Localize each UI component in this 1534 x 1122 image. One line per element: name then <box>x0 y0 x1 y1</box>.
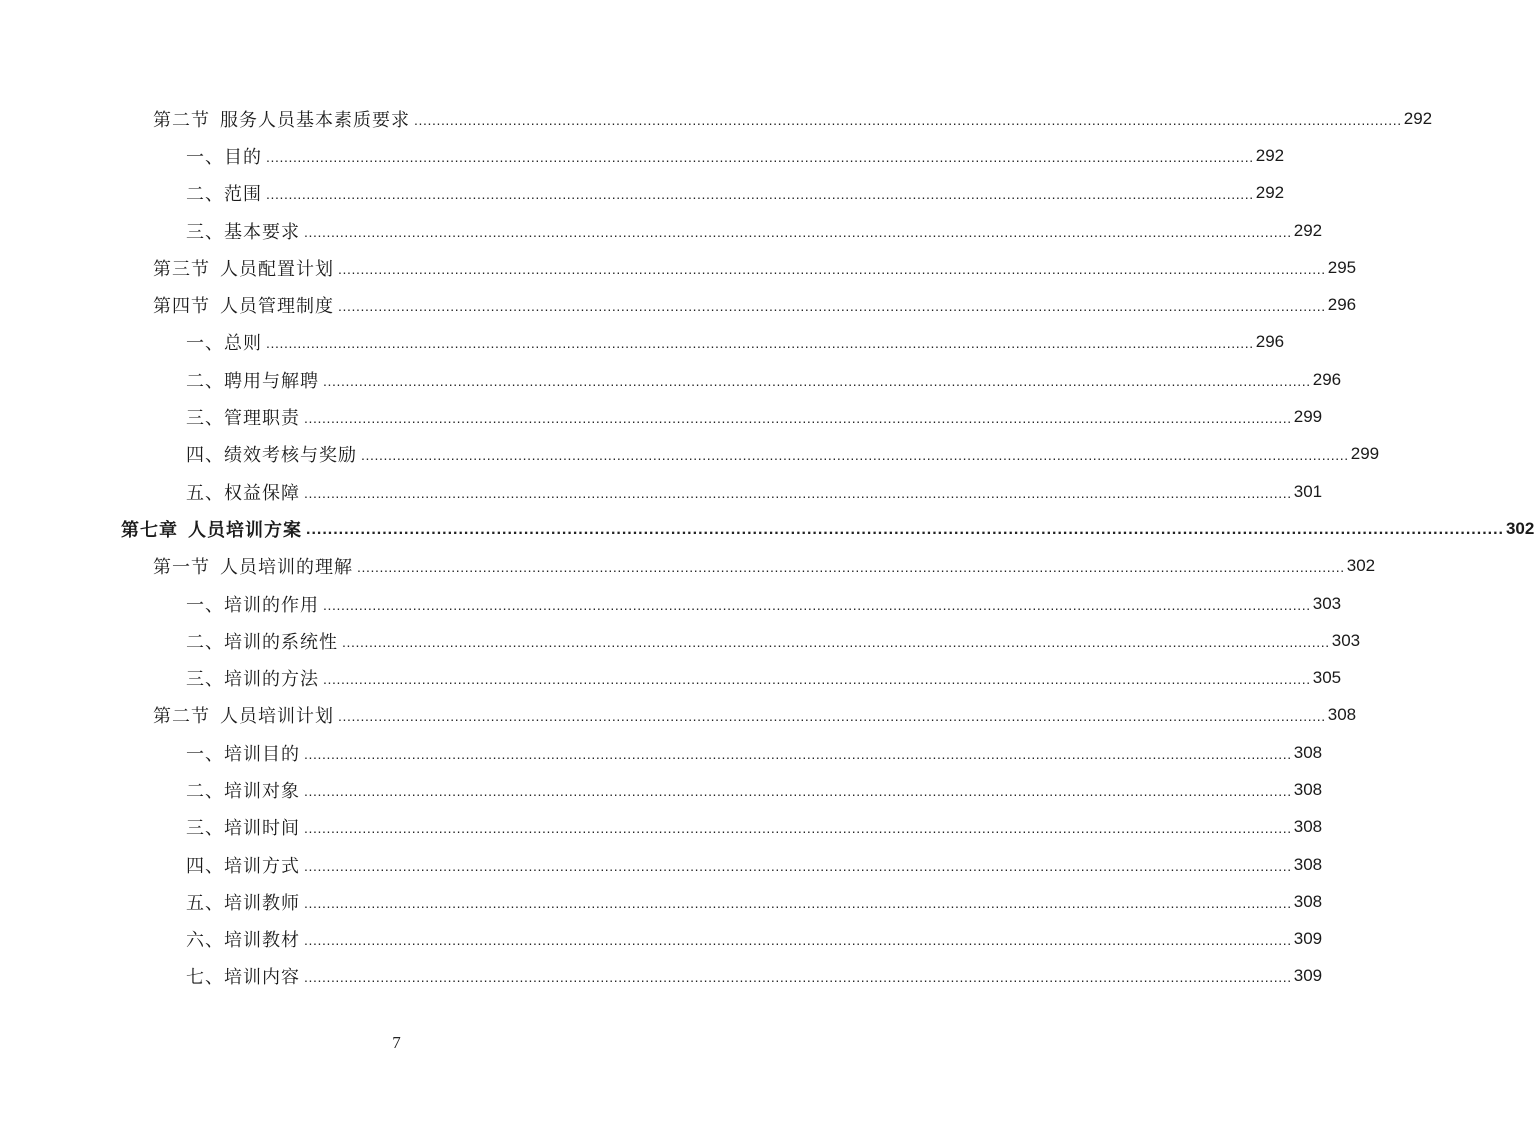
toc-entry-text: 基本要求 <box>224 221 300 243</box>
toc-entry-number: 三、 <box>186 221 224 243</box>
toc-entry-title <box>186 628 338 654</box>
toc-entry-page: 309 <box>1293 966 1323 986</box>
toc-dot-leader: ............................................................................................................................................................................................................................ <box>266 335 1254 352</box>
toc-entry-item[interactable] <box>0 398 1323 435</box>
toc-entry-item[interactable] <box>0 137 1285 174</box>
toc-entry-page: 308 <box>1327 705 1357 725</box>
toc-dot-leader: ............................................................................................................................................................................................................................ <box>306 520 1504 538</box>
toc-entry-title <box>186 479 300 505</box>
toc-entry-page: 308 <box>1293 779 1323 799</box>
toc-entry-page: 292 <box>1293 220 1323 240</box>
toc-entry-page: 303 <box>1331 630 1361 650</box>
toc-entry-section[interactable] <box>0 697 1357 734</box>
toc-entry-item[interactable] <box>0 921 1323 958</box>
toc-entry-text: 权益保障 <box>224 482 300 504</box>
toc-entry-title <box>186 740 300 766</box>
toc-entry-title <box>186 367 319 393</box>
toc-entry-number: 第一节 <box>153 557 210 579</box>
toc-entry-text: 聘用与解聘 <box>224 370 319 392</box>
toc-entry-title <box>153 106 410 132</box>
toc-entry-number: 二、 <box>186 780 224 802</box>
toc-dot-leader: ............................................................................................................................................................................................................................ <box>304 745 1292 762</box>
toc-dot-leader: ............................................................................................................................................................................................................................ <box>323 671 1311 688</box>
toc-dot-leader: ............................................................................................................................................................................................................................ <box>304 223 1292 240</box>
toc-entry-page: 305 <box>1312 668 1342 688</box>
toc-entry-item[interactable] <box>0 771 1323 808</box>
toc-entry-text: 培训内容 <box>224 967 300 989</box>
toc-entry-title <box>153 553 353 579</box>
toc-entry-title <box>186 963 300 989</box>
toc-entry-text: 范围 <box>224 184 262 206</box>
toc-entry-page: 299 <box>1293 407 1323 427</box>
toc-dot-leader: ............................................................................................................................................................................................................................ <box>304 932 1292 949</box>
toc-entry-title <box>186 889 300 915</box>
toc-dot-leader: ............................................................................................................................................................................................................................ <box>304 484 1292 501</box>
toc-entry-text: 培训的作用 <box>224 594 319 616</box>
toc-entry-text: 培训目的 <box>224 743 300 765</box>
toc-dot-leader: ............................................................................................................................................................................................................................ <box>304 782 1292 799</box>
toc-entry-item[interactable] <box>0 846 1323 883</box>
toc-entry-page: 303 <box>1312 593 1342 613</box>
toc-entry-number: 一、 <box>186 333 224 355</box>
toc-entry-page: 308 <box>1293 817 1323 837</box>
toc-entry-text: 管理职责 <box>224 408 300 430</box>
toc-entry-number: 一、 <box>186 594 224 616</box>
toc-entry-number: 六、 <box>186 930 224 952</box>
toc-entry-text: 培训的方法 <box>224 669 319 691</box>
toc-entry-item[interactable] <box>0 734 1323 771</box>
toc-entry-number: 三、 <box>186 669 224 691</box>
toc-entry-item[interactable] <box>0 436 1380 473</box>
toc-entry-text: 培训的系统性 <box>224 631 338 653</box>
toc-entry-title <box>186 329 262 355</box>
toc-entry-text: 培训方式 <box>224 855 300 877</box>
toc-entry-title <box>186 814 300 840</box>
toc-dot-leader: ............................................................................................................................................................................................................................ <box>266 186 1254 203</box>
toc-entry-text: 培训时间 <box>224 818 300 840</box>
toc-dot-leader: ............................................................................................................................................................................................................................ <box>338 708 1326 725</box>
toc-entry-text: 人员培训的理解 <box>220 557 353 579</box>
toc-entry-page: 308 <box>1293 891 1323 911</box>
toc-entry-number: 五、 <box>186 892 224 914</box>
toc-entry-number: 七、 <box>186 967 224 989</box>
toc-entry-number: 五、 <box>186 482 224 504</box>
toc-dot-leader: ............................................................................................................................................................................................................................ <box>304 894 1292 911</box>
toc-entry-number: 第三节 <box>153 258 210 280</box>
toc-entry-section[interactable] <box>0 249 1357 286</box>
toc-entry-item[interactable] <box>0 473 1323 510</box>
toc-dot-leader: ............................................................................................................................................................................................................................ <box>304 857 1292 874</box>
toc-entry-title <box>186 180 262 206</box>
toc-entry-text: 人员配置计划 <box>220 258 334 280</box>
toc-entry-title <box>186 404 300 430</box>
toc-entry-item[interactable] <box>0 324 1285 361</box>
toc-entry-title <box>186 591 319 617</box>
toc-entry-page: 296 <box>1255 332 1285 352</box>
toc-entry-title <box>186 852 300 878</box>
toc-entry-number: 一、 <box>186 743 224 765</box>
toc-entry-title <box>121 516 302 542</box>
toc-entry-page: 295 <box>1327 257 1357 277</box>
toc-entry-number: 第二节 <box>153 109 210 131</box>
toc-entry-item[interactable] <box>0 212 1323 249</box>
toc-dot-leader: ............................................................................................................................................................................................................................ <box>357 559 1345 576</box>
toc-entry-item[interactable] <box>0 809 1323 846</box>
toc-entry-title <box>153 702 334 728</box>
toc-entry-title <box>186 218 300 244</box>
toc-entry-page: 296 <box>1327 295 1357 315</box>
toc-entry-number: 一、 <box>186 146 224 168</box>
toc-entry-item[interactable] <box>0 659 1342 696</box>
toc-entry-item[interactable] <box>0 883 1323 920</box>
toc-entry-section[interactable] <box>0 100 1433 137</box>
toc-entry-title <box>186 777 300 803</box>
toc-entry-title <box>186 143 262 169</box>
toc-entry-number: 第四节 <box>153 296 210 318</box>
toc-entry-number: 二、 <box>186 370 224 392</box>
toc-entry-text: 服务人员基本素质要求 <box>220 109 410 131</box>
toc-entry-text: 培训教师 <box>224 892 300 914</box>
toc-entry-text: 总则 <box>224 333 262 355</box>
toc-dot-leader: ............................................................................................................................................................................................................................ <box>304 820 1292 837</box>
toc-dot-leader: ............................................................................................................................................................................................................................ <box>338 298 1326 315</box>
toc-entry-page: 292 <box>1255 183 1285 203</box>
toc-entry-item[interactable] <box>0 622 1361 659</box>
toc-entry-page: 301 <box>1293 481 1323 501</box>
toc-entry-text: 目的 <box>224 146 262 168</box>
toc-entry-title <box>153 292 334 318</box>
toc-entry-title <box>153 255 334 281</box>
toc-entry-item[interactable] <box>0 361 1342 398</box>
toc-dot-leader: ............................................................................................................................................................................................................................ <box>266 148 1254 165</box>
toc-entry-text: 人员培训方案 <box>188 519 302 541</box>
toc-entry-section[interactable] <box>0 286 1357 323</box>
toc-entry-page: 302 <box>1505 518 1534 538</box>
toc-entry-title <box>186 926 300 952</box>
toc-entry-number: 四、 <box>186 445 224 467</box>
toc-entry-section[interactable] <box>0 548 1376 585</box>
page-number: 7 <box>392 1033 401 1052</box>
toc-entry-number: 第七章 <box>121 519 178 541</box>
toc-dot-leader: ............................................................................................................................................................................................................................ <box>304 410 1292 427</box>
toc-entry-number: 第二节 <box>153 706 210 728</box>
toc-entry-text: 绩效考核与奖励 <box>224 445 357 467</box>
toc-entry-number: 四、 <box>186 855 224 877</box>
toc-dot-leader: ............................................................................................................................................................................................................................ <box>342 633 1330 650</box>
toc-entry-page: 309 <box>1293 929 1323 949</box>
toc-entry-number: 二、 <box>186 184 224 206</box>
toc-entry-text: 培训对象 <box>224 780 300 802</box>
toc-dot-leader: ............................................................................................................................................................................................................................ <box>338 260 1326 277</box>
toc-entry-page: 292 <box>1255 145 1285 165</box>
toc-entry-number: 三、 <box>186 408 224 430</box>
toc-dot-leader: ............................................................................................................................................................................................................................ <box>323 372 1311 389</box>
toc-entry-page: 308 <box>1293 854 1323 874</box>
toc-entry-text: 人员培训计划 <box>220 706 334 728</box>
toc-entry-item[interactable] <box>0 175 1285 212</box>
toc-entry-number: 二、 <box>186 631 224 653</box>
toc-entry-page: 308 <box>1293 742 1323 762</box>
toc-dot-leader: ............................................................................................................................................................................................................................ <box>361 447 1349 464</box>
table-of-contents <box>0 100 1534 995</box>
toc-entry-page: 296 <box>1312 369 1342 389</box>
toc-entry-page: 302 <box>1346 556 1376 576</box>
toc-dot-leader: ............................................................................................................................................................................................................................ <box>414 111 1402 128</box>
toc-entry-title <box>186 441 357 467</box>
toc-entry-item[interactable] <box>0 958 1323 995</box>
toc-entry-text: 人员管理制度 <box>220 296 334 318</box>
toc-entry-chapter[interactable] <box>0 510 1534 547</box>
toc-entry-page: 299 <box>1350 444 1380 464</box>
toc-entry-number: 三、 <box>186 818 224 840</box>
toc-entry-page: 292 <box>1403 108 1433 128</box>
toc-dot-leader: ............................................................................................................................................................................................................................ <box>323 596 1311 613</box>
toc-dot-leader: ............................................................................................................................................................................................................................ <box>304 969 1292 986</box>
toc-entry-item[interactable] <box>0 585 1342 622</box>
toc-entry-title <box>186 665 319 691</box>
toc-entry-text: 培训教材 <box>224 930 300 952</box>
